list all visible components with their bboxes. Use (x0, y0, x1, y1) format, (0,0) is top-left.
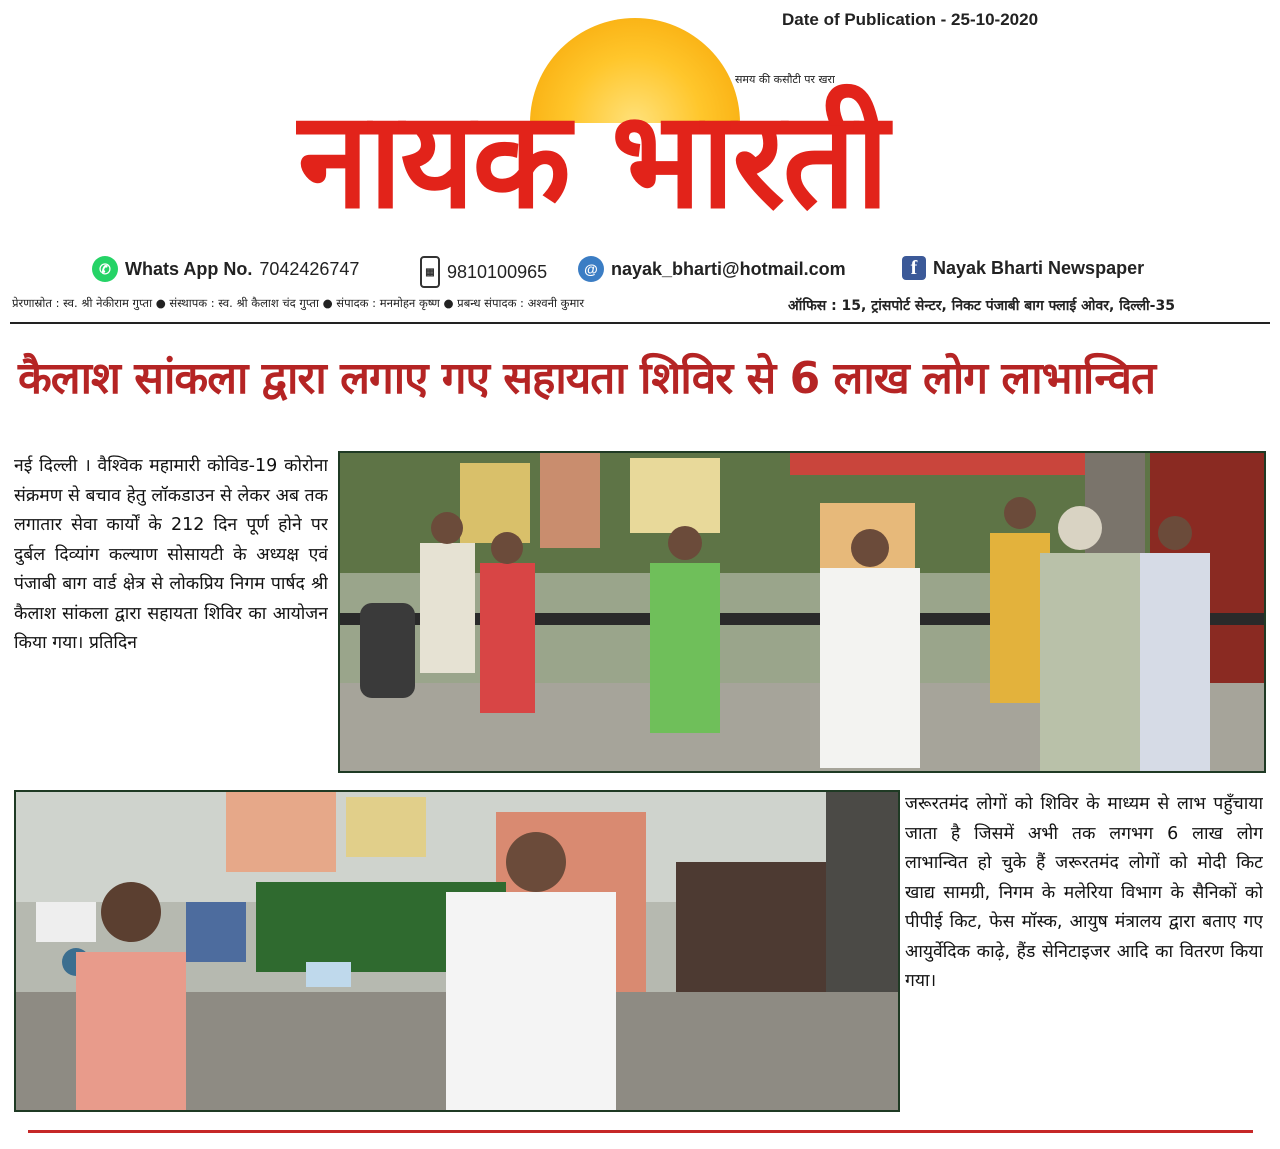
publication-date: Date of Publication - 25-10-2020 (782, 10, 1039, 29)
article-paragraph-1: नई दिल्ली । वैश्विक महामारी कोविड-19 कोरोना संक्रमण से बचाव हेतु लॉकडाउन से लेकर अब तक लगातार सेवा कार्यों के 212 दिन पूर्ण होने पर दुर्बल दिव्यांग कल्याण सोसायटी के अध्यक्ष एवं पंजाबी बाग वार्ड क्षेत्र से लोकप्रिय निगम पार्षद श्री कैलाश सांकला द्वारा सहायता शिविर का आयोजन किया गया। प्रतिदिन (14, 456, 328, 653)
facebook-page: Nayak Bharti Newspaper (933, 257, 1145, 278)
whatsapp-number: 7042426747 (259, 258, 360, 279)
whatsapp-label: Whats App No. (125, 258, 253, 279)
header-divider (10, 322, 1270, 324)
whatsapp-contact (92, 256, 359, 282)
article-photo-2 (14, 790, 900, 1112)
facebook-contact (902, 256, 1144, 280)
whatsapp-icon: ✆ (92, 256, 118, 282)
mobile-phone-icon: ▦ (420, 256, 440, 288)
facebook-icon: f (902, 256, 926, 280)
office-address: ऑफिस : 15, ट्रांसपोर्ट सेन्टर, निकट पंजाबी बाग फ्लाई ओवर, दिल्ली-35 (788, 298, 1175, 314)
contact-bar (0, 250, 1280, 286)
credits-line (12, 296, 1270, 314)
footer-divider (28, 1130, 1253, 1133)
article-headline: कैलाश सांकला द्वारा लगाए गए सहायता शिविर से 6 लाख लोग लाभान्वित (18, 353, 1156, 404)
email-address: nayak_bharti@hotmail.com (611, 258, 846, 279)
phone-contact (420, 256, 547, 288)
masthead-title: नायक भारती (298, 82, 887, 239)
article-paragraph-2: जरूरतमंद लोगों को शिविर के माध्यम से लाभ पहुँचाया जाता है जिसमें अभी तक लगभग 6 लाख लोग लाभान्वित हो चुके हैं जरूरतमंद लोगों को मोदी किट खाद्य सामग्री, निगम के मलेरिया विभाग के सैनिकों को पीपीई किट, फेस मॉस्क, आयुष मंत्रालय द्वारा बताए गए आयुर्वेदिक काढ़े, हैंड सेनिटाइजर आदि का वितरण किया गया। (905, 794, 1263, 991)
editorial-credits: प्रेरणास्रोत : स्व. श्री नेकीराम गुप्ता ● संस्थापक : स्व. श्री कैलाश चंद गुप्ता ● संपादक : मनमोहन कृष्ण ● प्रबन्ध संपादक : अश्वनी कुमार (12, 296, 585, 310)
email-icon: @ (578, 256, 604, 282)
article-photo-1 (338, 451, 1266, 773)
email-contact (578, 256, 846, 282)
masthead-tagline: समय की कसौटी पर खरा (735, 73, 835, 86)
phone-number: 9810100965 (447, 261, 548, 282)
